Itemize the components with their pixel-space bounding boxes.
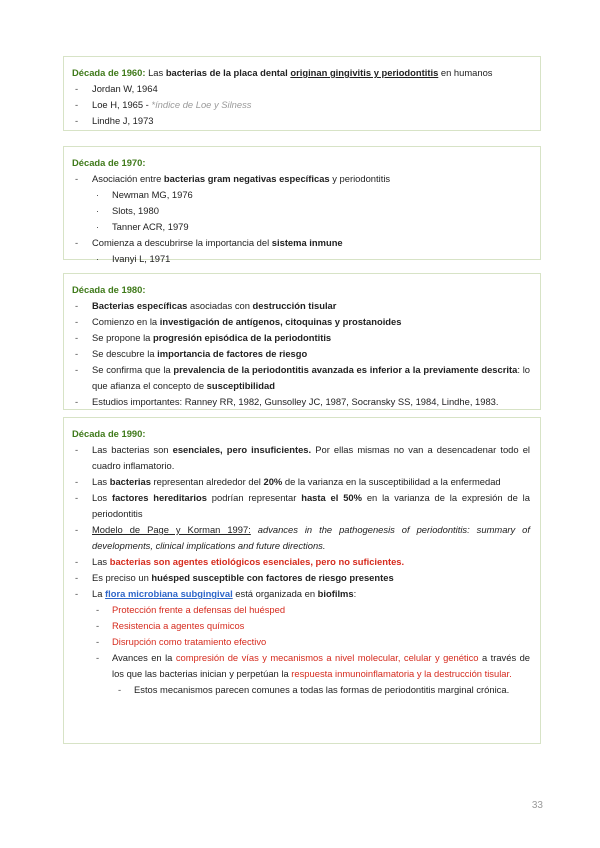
heading-1960: Década de 1960: Las bacterias de la placa dental originan gingivitis y periodontitis en humanos (72, 67, 493, 78)
flora-link[interactable]: flora microbiana subgingival (105, 588, 233, 599)
section-1980 (63, 273, 541, 410)
section-1970 (63, 146, 541, 264)
decade-label: Década de 1960: (72, 67, 146, 78)
page-number: 33 (531, 800, 543, 811)
sub-list-item: · Newman MG, 1976 (92, 187, 530, 203)
sub-sub-list-item: - Estos mecanismos parecen comunes a todas las formas de periodontitis marginal crónica. (112, 682, 530, 698)
list-item: - Los factores hereditarios podrían representar hasta el 50% en la varianza de la expresión de la periodontitis (72, 490, 530, 522)
sub-list-item: - Avances en la compresión de vías y mecanismos a nivel molecular, celular y genético a través de los que las bacterias inician y perpetúan la respuesta inmunoinflamatoria y la destrucción tisular. - Estos mecanismos parecen comunes a todas las formas de periodontitis marginal crónica. (92, 650, 530, 698)
section-1960 (63, 56, 541, 131)
list-item: - La flora microbiana subgingival está organizada en biofilms: - Protección frente a defensas del huésped - Resistencia a agentes químicos - Disrupción como tratamiento efectivo - Avances en la compresión de vías y mecanismos a nivel molecular, celular y genético a través de los que las bacterias inician y perpetúan la respuesta inmunoinflamatoria y la destrucción tisular. - Estos mecanismos parecen comunes a todas las formas de periodontitis marginal crónica. (72, 586, 530, 698)
list-item: - Estudios importantes: Ranney RR, 1982, Gunsolley JC, 1987, Socransky SS, 1984, Lindhe, 1983. (72, 394, 530, 410)
sub-list-item: - Resistencia a agentes químicos (92, 618, 530, 634)
handwritten-note: *índice de Loe y Silness (151, 99, 252, 110)
list-item: - Se propone la progresión episódica de la periodontitis (72, 330, 530, 346)
list-item: - Loe H, 1965 - *índice de Loe y Silness (72, 97, 530, 113)
list-item: - Bacterias específicas asociadas con destrucción tisular (72, 298, 530, 314)
sub-list-item: · Tanner ACR, 1979 (92, 219, 530, 235)
sub-list-item: · Ivanyi L, 1971 (92, 251, 530, 267)
list-item: - Comienza a descubrirse la importancia del sistema inmune · Ivanyi L, 1971 (72, 235, 530, 267)
heading-1970: Década de 1970: (72, 157, 146, 168)
heading-1990: Década de 1990: (72, 428, 146, 439)
sub-list-item: - Protección frente a defensas del huésped (92, 602, 530, 618)
heading-1980: Década de 1980: (72, 284, 146, 295)
list-item: - Asociación entre bacterias gram negativas específicas y periodontitis · Newman MG, 1976 · Slots, 1980 · Tanner ACR, 1979 (72, 171, 530, 235)
sub-list-item: - Disrupción como tratamiento efectivo (92, 634, 530, 650)
list-item: - Comienzo en la investigación de antígenos, citoquinas y prostanoides (72, 314, 530, 330)
list-item: - Es preciso un huésped susceptible con factores de riesgo presentes (72, 570, 530, 586)
list-item: - Las bacterias son esenciales, pero insuficientes. Por ellas mismas no van a desencadenar todo el cuadro inflamatorio. (72, 442, 530, 474)
list-item: - Se descubre la importancia de factores de riesgo (72, 346, 530, 362)
sub-list-item: · Slots, 1980 (92, 203, 530, 219)
list-item: - Modelo de Page y Korman 1997: advances in the pathogenesis of periodontitis: summary of developments, clinical implications and future directions. (72, 522, 530, 554)
list-item: - Jordan W, 1964 (72, 81, 530, 97)
list-item: - Se confirma que la prevalencia de la periodontitis avanzada es inferior a la previamente descrita: lo que afianza el concepto de susceptibilidad (72, 362, 530, 394)
section-1990 (63, 417, 541, 744)
list-item: - Lindhe J, 1973 (72, 113, 530, 129)
list-item: - Las bacterias representan alrededor del 20% de la varianza en la susceptibilidad a la enfermedad (72, 474, 530, 490)
list-item: - Las bacterias son agentes etiológicos esenciales, pero no suficientes. (72, 554, 530, 570)
